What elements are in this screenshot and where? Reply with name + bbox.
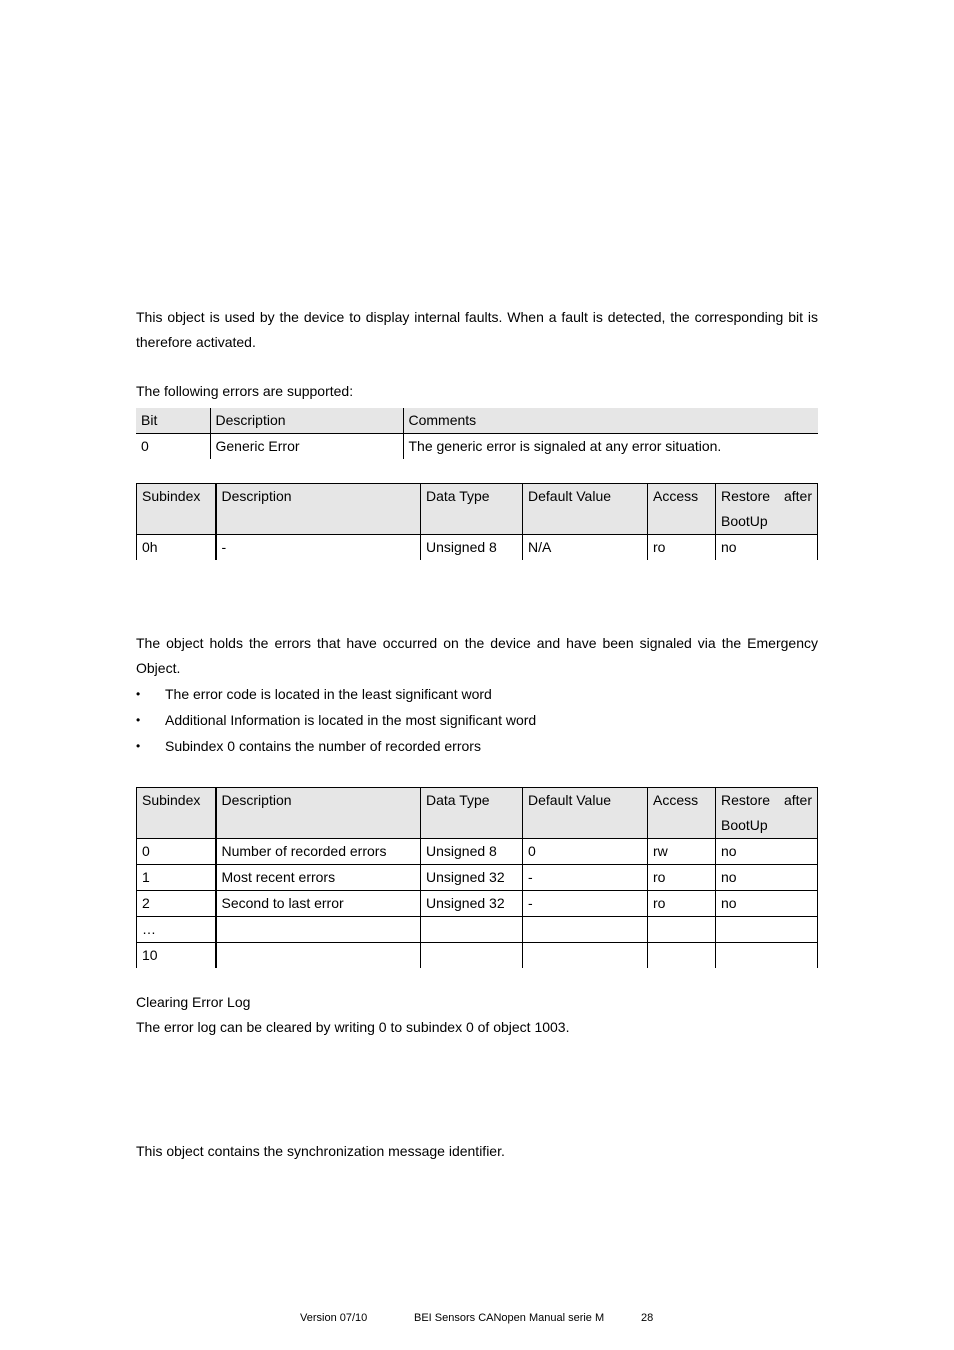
error-register-table (136, 483, 818, 560)
table-cell (216, 917, 421, 943)
table-cell: 1 (137, 865, 216, 891)
header-cell: Default Value (523, 788, 648, 839)
table-row (137, 917, 818, 943)
table-cell (421, 943, 523, 969)
table-cell: The generic error is signaled at any error situation. (403, 434, 818, 460)
header-cell: Default Value (523, 484, 648, 535)
table-cell (648, 943, 716, 969)
table-row (137, 839, 818, 865)
table-cell: Most recent errors (216, 865, 421, 891)
table-cell: - (523, 891, 648, 917)
footer-version: Version 07/10 (300, 1312, 368, 1324)
table-cell: no (716, 891, 818, 917)
header-cell: Access (648, 788, 716, 839)
header-cell: Access (648, 484, 716, 535)
table-cell (216, 943, 421, 969)
table-cell: Number of recorded errors (216, 839, 421, 865)
table-cell: 2 (137, 891, 216, 917)
table-cell: Unsigned 8 (421, 535, 523, 561)
table-cell: … (137, 917, 216, 943)
error-log-paragraph: The object holds the errors that have occurred on the device and have been signaled via the Emergency Object. (136, 635, 818, 676)
table-cell (523, 943, 648, 969)
header-cell: Description (216, 788, 421, 839)
table-cell: Unsigned 8 (421, 839, 523, 865)
table-header-row (137, 788, 818, 839)
clearing-text: The error log can be cleared by writing 0 to subindex 0 of object 1003. (136, 1019, 570, 1035)
table-cell: no (716, 865, 818, 891)
table-cell: ro (648, 535, 716, 561)
table-row (136, 434, 818, 460)
header-cell: Subindex (137, 484, 216, 535)
header-cell: Data Type (421, 788, 523, 839)
header-text: after (783, 792, 812, 808)
list-item: • The error code is located in the least significant word (136, 681, 818, 707)
table-cell (716, 943, 818, 969)
table-cell: N/A (523, 535, 648, 561)
table-row (137, 865, 818, 891)
list-item: • Subindex 0 contains the number of recorded errors (136, 733, 818, 759)
table-cell: - (216, 535, 421, 561)
header-cell (716, 484, 818, 535)
table-cell: no (716, 839, 818, 865)
table-cell: 0 (523, 839, 648, 865)
header-text: Restore (721, 488, 771, 504)
table-cell: Generic Error (210, 434, 403, 460)
header-cell: Description (216, 484, 421, 535)
table-cell: - (523, 865, 648, 891)
table-row (137, 943, 818, 969)
header-cell (716, 788, 818, 839)
header-cell: Comments (403, 408, 818, 434)
header-text: BootUp (721, 817, 768, 833)
table-cell: ro (648, 891, 716, 917)
table-cell (421, 917, 523, 943)
table-cell (648, 917, 716, 943)
table-cell: no (716, 535, 818, 561)
table-cell: Unsigned 32 (421, 891, 523, 917)
clearing-title: Clearing Error Log (136, 994, 251, 1010)
table-cell (523, 917, 648, 943)
table-cell: Second to last error (216, 891, 421, 917)
header-text: Restore (721, 792, 771, 808)
footer-page-number: 28 (641, 1312, 654, 1324)
error-log-table (136, 787, 818, 968)
header-cell: Subindex (137, 788, 216, 839)
table-cell: 0h (137, 535, 216, 561)
table-cell: Unsigned 32 (421, 865, 523, 891)
intro-paragraph: This object is used by the device to display internal faults. When a fault is detected, the corresponding bit is therefore activated. (136, 309, 818, 350)
table-header-row (137, 484, 818, 535)
supported-errors-label: The following errors are supported: (136, 383, 354, 399)
table-cell (716, 917, 818, 943)
header-text: after (783, 488, 812, 504)
header-cell: Bit (136, 408, 210, 434)
list-item: • Additional Information is located in the most significant word (136, 707, 818, 733)
header-cell: Data Type (421, 484, 523, 535)
header-cell: Description (210, 408, 403, 434)
header-text: BootUp (721, 513, 768, 529)
table-row (137, 535, 818, 561)
sync-paragraph: This object contains the synchronization message identifier. (136, 1143, 505, 1159)
table-row (137, 891, 818, 917)
table-cell: 0 (141, 438, 149, 454)
table-cell: ro (648, 865, 716, 891)
footer-manual-title: BEI Sensors CANopen Manual serie M (414, 1312, 605, 1324)
table-cell: 10 (137, 943, 216, 969)
table-cell: rw (648, 839, 716, 865)
supported-errors-table (136, 408, 818, 459)
bullet-list (136, 681, 818, 759)
table-header-row (136, 408, 818, 434)
table-cell: 0 (137, 839, 216, 865)
